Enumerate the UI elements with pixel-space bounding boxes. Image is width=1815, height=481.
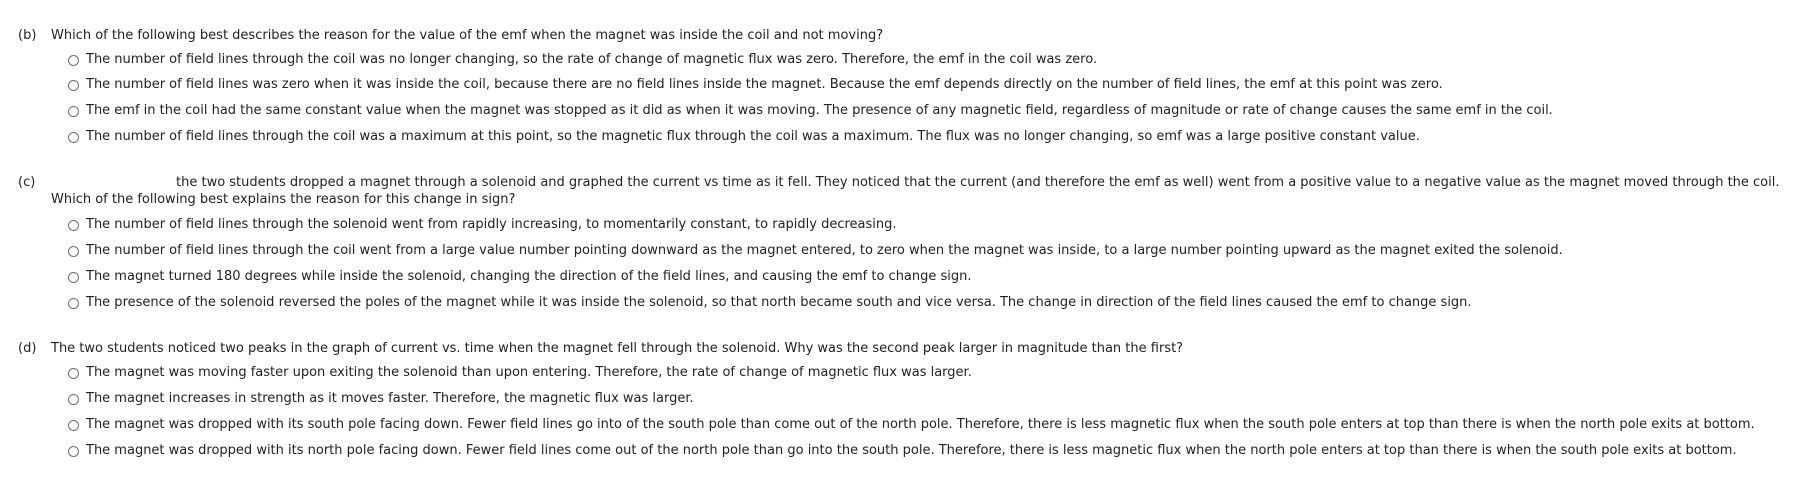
answer-option-c-1[interactable] bbox=[68, 215, 897, 235]
radio-button[interactable] bbox=[68, 80, 79, 91]
answer-option-d-4[interactable] bbox=[68, 441, 1737, 461]
answer-option-b-1[interactable] bbox=[68, 50, 1097, 70]
radio-button[interactable] bbox=[68, 272, 79, 283]
radio-button[interactable] bbox=[68, 420, 79, 431]
question-prompt: Which of the following best describes the reason for the value of the emf when the magnet was inside the coil and not moving? bbox=[51, 28, 884, 43]
answer-option-d-3[interactable] bbox=[68, 415, 1755, 435]
answer-option-b-2[interactable] bbox=[68, 75, 1443, 95]
option-text: The magnet was dropped with its north pole facing down. Fewer field lines come out of the north pole than go into the south pole. Therefore, there is less magnetic flux when the north pole enters at top than there is when the south pole exits at bottom. bbox=[86, 443, 1737, 458]
option-text: The number of field lines through the coil was a maximum at this point, so the magnetic flux through the coil was a maximum. The flux was no longer changing, so emf was a large positive constant value. bbox=[86, 129, 1420, 144]
option-text: The emf in the coil had the same constant value when the magnet was stopped as it did as when it was moving. The presence of any magnetic field, regardless of magnitude or rate of change causes the same emf in the coil. bbox=[86, 103, 1553, 118]
radio-button[interactable] bbox=[68, 394, 79, 405]
question-label: (b) bbox=[18, 28, 37, 43]
option-text: The number of field lines was zero when it was inside the coil, because there are no field lines inside the magnet. Because the emf depends directly on the number of field lines, the emf at this point was zero. bbox=[86, 77, 1443, 92]
option-text: The magnet turned 180 degrees while inside the solenoid, changing the direction of the field lines, and causing the emf to change sign. bbox=[86, 269, 972, 284]
option-text: The number of field lines through the coil was no longer changing, so the rate of change of magnetic flux was zero. Therefore, the emf in the coil was zero. bbox=[86, 52, 1098, 67]
radio-button[interactable] bbox=[68, 220, 79, 231]
question-prompt: the two students dropped a magnet through a solenoid and graphed the current vs time as it fell. They noticed that the current (and therefore the emf as well) went from a positive value to a negative value as the magnet moved through the coil. bbox=[176, 175, 1780, 190]
radio-button[interactable] bbox=[68, 446, 79, 457]
answer-option-b-3[interactable] bbox=[68, 101, 1553, 121]
answer-option-c-2[interactable] bbox=[68, 241, 1563, 261]
radio-button[interactable] bbox=[68, 55, 79, 66]
question-prompt: The two students noticed two peaks in the graph of current vs. time when the magnet fell through the solenoid. Why was the second peak larger in magnitude than the first? bbox=[51, 341, 1184, 356]
option-text: The number of field lines through the coil went from a large value number pointing downward as the magnet entered, to zero when the magnet was inside, to a large number pointing upward as the magnet exited the solenoid. bbox=[86, 243, 1563, 258]
option-text: The presence of the solenoid reversed the poles of the magnet while it was inside the solenoid, so that north became south and vice versa. The change in direction of the field lines caused the emf to change sign. bbox=[86, 295, 1472, 310]
answer-option-d-2[interactable] bbox=[68, 389, 694, 409]
question-label: (c) bbox=[18, 175, 36, 190]
question-prompt-continued: Which of the following best explains the reason for this change in sign? bbox=[51, 192, 516, 207]
question-label: (d) bbox=[18, 341, 37, 356]
option-text: The magnet increases in strength as it moves faster. Therefore, the magnetic flux was larger. bbox=[86, 391, 694, 406]
answer-option-d-1[interactable] bbox=[68, 363, 972, 383]
answer-option-c-3[interactable] bbox=[68, 267, 972, 287]
radio-button[interactable] bbox=[68, 246, 79, 257]
answer-option-c-4[interactable] bbox=[68, 293, 1472, 313]
radio-button[interactable] bbox=[68, 106, 79, 117]
radio-button[interactable] bbox=[68, 132, 79, 143]
option-text: The number of field lines through the solenoid went from rapidly increasing, to momentarily constant, to rapidly decreasing. bbox=[86, 217, 897, 232]
answer-option-b-4[interactable] bbox=[68, 127, 1420, 147]
radio-button[interactable] bbox=[68, 368, 79, 379]
option-text: The magnet was dropped with its south pole facing down. Fewer field lines go into of the south pole than come out of the north pole. Therefore, there is less magnetic flux when the south pole enters at top than there is when the north pole exits at bottom. bbox=[86, 417, 1755, 432]
radio-button[interactable] bbox=[68, 298, 79, 309]
option-text: The magnet was moving faster upon exiting the solenoid than upon entering. Therefore, the rate of change of magnetic flux was larger. bbox=[86, 365, 972, 380]
